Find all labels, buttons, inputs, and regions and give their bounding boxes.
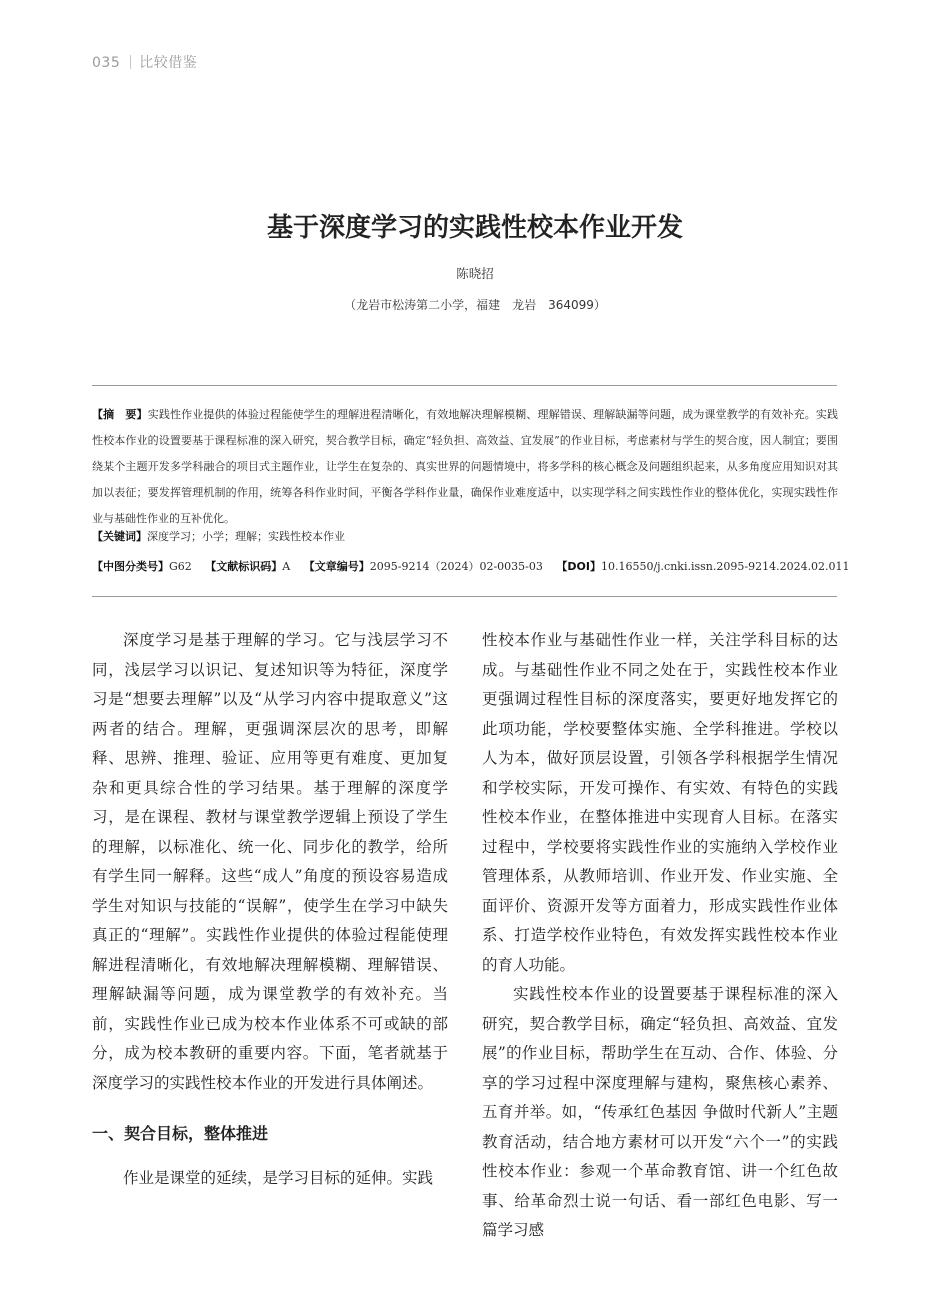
body-paragraph: 深度学习是基于理解的学习。它与浅层学习不同，浅层学习以识记、复述知识等为特征，深度学习是“想要去理解”以及“从学习内容中提取意义”这两者的结合。理解，更强调深层次的思考，即解释、思辨、推理、验证、应用等更有难度、更加复杂和更具综合性的学习结果。基于理解的深度学习，是在课程、教材与课堂教学逻辑上预设了学生的理解，以标准化、统一化、同步化的教学，给所有学生同一解释。这些“成人”角度的预设容易造成学生对知识与技能的“误解”，使学生在学习中缺失真正的“理解”。实践性作业提供的体验过程能使理解进程清晰化，有效地解决理解模糊、理解错误、理解缺漏等问题，成为课堂教学的有效补充。当前，实践性作业已成为校本作业体系不可或缺的部分，成为校本教研的重要内容。下面，笔者就基于深度学习的实践性校本作业的开发进行具体阐述。: [92, 631, 448, 1092]
body-paragraph: 性校本作业与基础性作业一样，关注学科目标的达成。与基础性作业不同之处在于，实践性校本作业更强调过程性目标的深度落实，要更好地发挥它的此项功能，学校要整体实施、全学科推进。学校以人为本，做好顶层设置，引领各学科根据学生情况和学校实际，开发可操作、有实效、有特色的实践性校本作业，在整体推进中实现育人目标。在落实过程中，学校要将实践性作业的实施纳入学校作业管理体系，从教师培训、作业开发、作业实施、全面评价、资源开发等方面着力，形成实践性作业体系、打造学校作业特色，有效发挥实践性校本作业的育人功能。: [482, 631, 838, 974]
bottom-divider: [92, 596, 837, 597]
header-divider: [130, 55, 131, 69]
author-affiliation: （龙岩市松涛第二小学，福建 龙岩 364099）: [344, 298, 606, 312]
page-number: 035: [92, 55, 121, 71]
author-name: 陈晓招: [456, 266, 494, 281]
clc-value: G62: [169, 560, 192, 573]
top-divider: [92, 385, 837, 386]
keywords-label: 【关键词】: [92, 530, 147, 543]
abstract-label: 【摘 要】: [92, 408, 148, 421]
article-number-value: 2095-9214（2024）02-0035-03: [369, 560, 543, 573]
section-name: 比较借鉴: [139, 55, 198, 71]
body-paragraph: 实践性校本作业的设置要基于课程标准的深入研究，契合教学目标，确定“轻负担、高效益、宜发展”的作业目标，帮助学生在互动、合作、体验、分享的学习过程中深度理解与建构，聚焦核心素养、五育并举。如，“传承红色基因 争做时代新人”主题教育活动，结合地方素材可以开发“六个一”的实践性校本作业：参观一个革命教育馆、讲一个红色故事、给革命烈士说一句话、看一部红色电影、写一篇学习感: [482, 985, 838, 1239]
doc-code-value: A: [282, 560, 291, 573]
keywords-text: 深度学习；小学；理解；实践性校本作业: [147, 530, 345, 543]
doi-value: 10.16550/j.cnki.issn.2095-9214.2024.02.011: [600, 560, 850, 573]
left-column: [92, 626, 448, 1194]
running-header: [92, 52, 197, 72]
section-heading: 一、契合目标，整体推进: [92, 1124, 269, 1143]
body-paragraph: 作业是课堂的延续，是学习目标的延伸。实践: [123, 1169, 434, 1187]
abstract: [92, 402, 838, 532]
article-number-label: 【文章编号】: [303, 560, 370, 573]
right-column: [482, 626, 838, 1246]
doi-label: 【DOI】: [556, 560, 601, 573]
abstract-text: 实践性作业提供的体验过程能使学生的理解进程清晰化，有效地解决理解模糊、理解错误、理解缺漏等问题，成为课堂教学的有效补充。实践性校本作业的设置要基于课程标准的深入研究，契合教学目标，确定“轻负担、高效益、宜发展”的作业目标，考虑素材与学生的契合度，因人制宜；要围绕某个主题开发多学科融合的项目式主题作业，让学生在复杂的、真实世界的问题情境中，将多学科的核心概念及问题组织起来，从多角度应用知识对其加以表征；要发挥管理机制的作用，统筹各科作业时间，平衡各学科作业量，确保作业难度适中，以实现学科之间实践性作业的整体优化，实现实践性作业与基础性作业的互补优化。: [92, 408, 839, 525]
doc-code-label: 【文献标识码】: [205, 560, 283, 573]
keywords: [92, 528, 345, 544]
clc-label: 【中图分类号】: [92, 560, 169, 573]
article-title: 基于深度学习的实践性校本作业开发: [266, 213, 683, 243]
classification-line: [92, 558, 850, 574]
